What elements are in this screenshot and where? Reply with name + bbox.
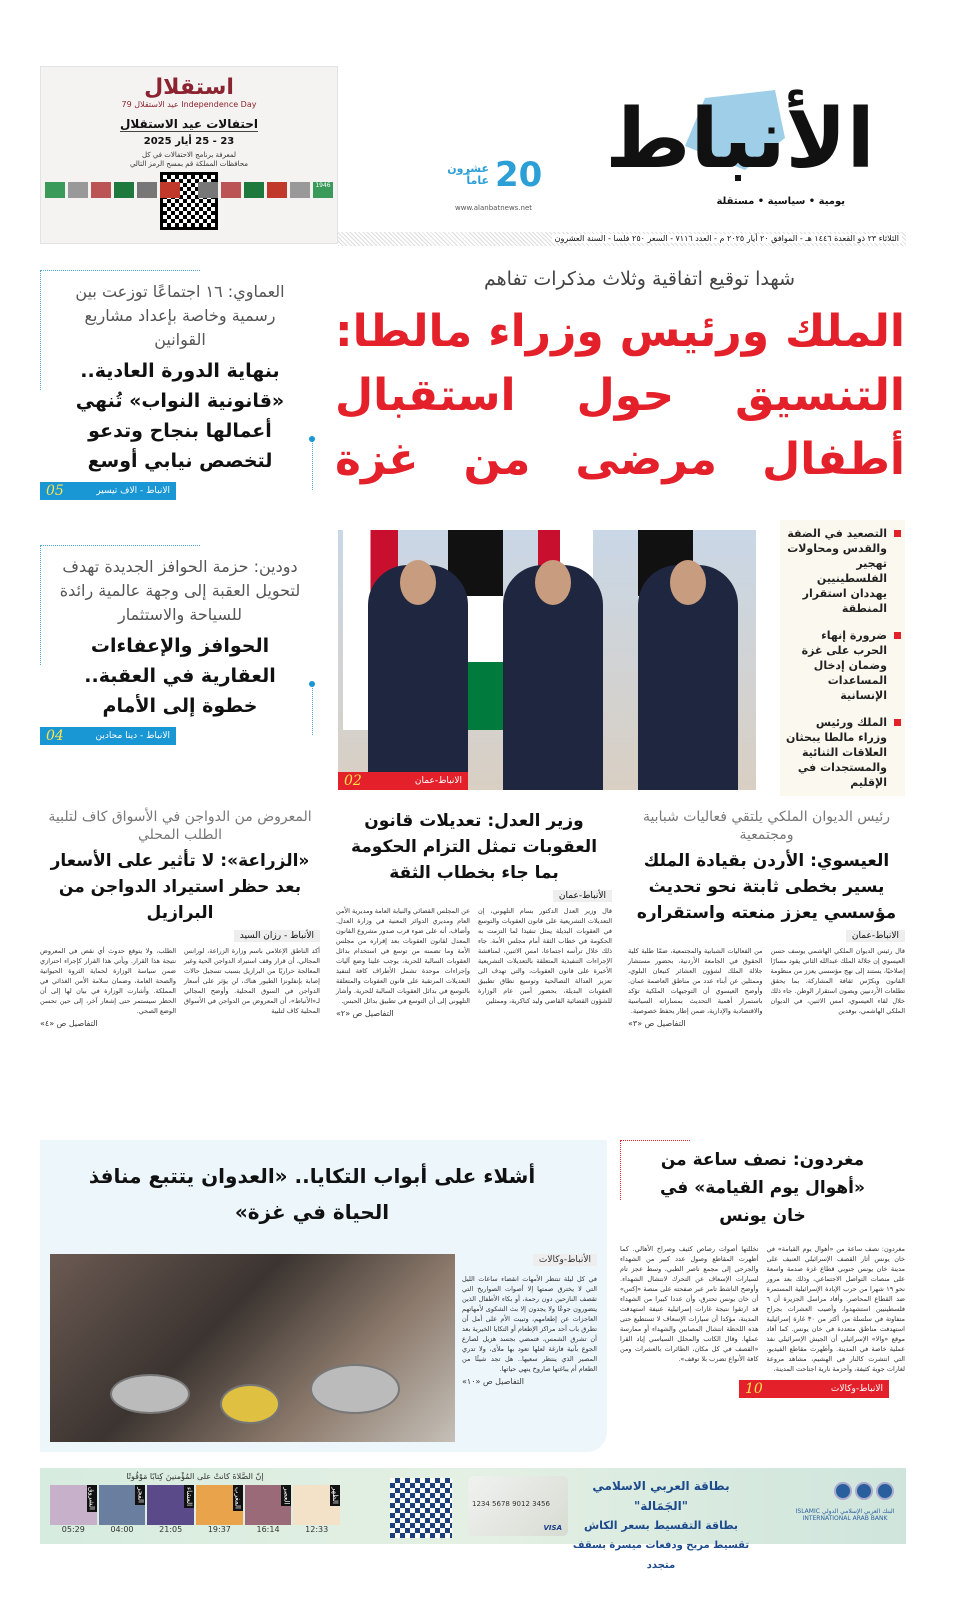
article-byline: الأنباط - رزان السيد [234,930,320,942]
lead-kicker: شهدا توقيع اتفاقية وثلاث مذكرات تفاهم [483,268,795,290]
gaza-story[interactable] [40,1140,607,1452]
bank-ad-text [566,1476,756,1576]
independence-day-ad[interactable] [40,66,338,244]
prayer-name: العصر [282,1487,291,1505]
lead-headline[interactable]: الملك ورئيس وزراء مالطا: التنسيق حول استقبال أطفال مرضى من غزة [335,306,905,485]
ad-dates: 23 - 25 أيار 2025 [143,136,235,147]
bank-line: بطاقة التقسيط بسعر الكاش [583,1519,739,1532]
bank-logo-icon [834,1482,894,1500]
credit-card-image [468,1476,568,1536]
side-story[interactable] [40,545,320,745]
side-story[interactable] [40,270,320,500]
prayer-name: المغرب [233,1487,242,1509]
prayer-time [245,1485,292,1534]
prayer-clock: 21:05 [159,1525,183,1534]
date-line: الثلاثاء ٢٣ ذو القعدة ١٤٤٦ هـ - الموافق ٢٠ أيار ٢٠٢٥ م - العدد ٧١١٦ - السعر ٢٥٠ فلسا - السنة العشرون [552,234,902,243]
prayer-name: الظهر [331,1487,340,1504]
article-title: «الزراعة»: لا تأثير على الأسعار بعد حظر استيراد الدواجن من البرازيل [50,851,310,923]
details-link[interactable]: التفاصيل ص «٢» [336,1009,394,1018]
lead-bullets [780,520,905,796]
ad-qr-text: لمعرفة برنامج الاحتفالات في كل محافظات المملكة قم بمسح الرمز التالي [129,151,249,168]
gaza-body: في كل ليلة تنتظر الأمهات انقضاء ساعات الليل التي لا يخترق صمتها إلا أصوات الصواريخ التي تقصف النازحين دون رحمة، أو بكاء الأطفال الذين يتضورون جوعًا ولا يجدون إلا بث الشكوى لأمهاتهم العاجزات عن إطعامهم، وتبيت الأم على أمل أن تطرق باب أحد مراكز الإطعام أو التكايا الخيرية بعد أن تشرق الشمس، فتمضي بجسد هزيل لصارع الجوع بآنية فارغة لعلها تعود بها ملأى، ولا تدري المصير الذي ينتظر سعيها.. هل تجد شيئًا من الطعام أم يباغتها صاروخ ينهي حياتها. [462,1275,597,1373]
khan-younis-story[interactable] [620,1140,905,1398]
logo-text: الأنباط [605,92,875,187]
article-text: قال رئيس الديوان الملكي الهاشمي يوسف حسن العيسوي إن جلالة الملك عبدالله الثاني يقود مسارًا إصلاحيًا، يستند إلى نهج مؤسسي يعزز من منظومة القانون ويكرّس ثقافة المشاركة، بما يحقق تطلعات الأردنيين ويصون استقرار الوطن. جاء ذلك خلال لقاء العيسوي، امس الاثنين، في الديوان الملكي الهاشمي، بوفدين [770,947,905,1015]
qr-code[interactable] [390,1478,452,1538]
article-text: قال وزير العدل الدكتور بسام التلهوني، إن التعديلات التشريعية على قانون العقوبات والتوسع في العقوبات البديلة يمثل تنفيذا لما التزمت به الحكومة في خطاب الثقة أمام مجلس الأمة. جاء ذلك خلال ترأسه اجتماعا، امس الاثنين، لمناقشة الإجراءات التنفيذية المتعلقة بالتعديلات التشريعية الأخيرة على قانون العقوبات، والتي تهدف الى تعزيز العدالة التصالحية وتوسيع نطاق تطبيق العقوبات البديلة، بحضور أمين عام الوزارة للشؤون القضائية القاضي وليد كناكرية، وممثلين [478,907,612,1005]
bank-line: بطاقة العربي الاسلامي "الجَمَالة" [592,1479,730,1513]
independence-logo-sub: Independence Day عيد الاستقلال 79 [121,100,257,109]
prayer-time [99,1485,146,1534]
prayer-clock: 05:29 [61,1525,85,1534]
prayer-clock: 12:33 [305,1525,329,1534]
bank-ad[interactable] [40,1468,906,1571]
stamps-right [198,182,333,198]
prayer-clock: 16:14 [256,1525,280,1534]
date-bar [338,232,906,246]
anniversary-text: عشرون عاماً [447,162,489,187]
article[interactable] [336,808,612,1018]
details-link[interactable]: التفاصيل ص «٤» [40,1019,98,1028]
article-text: الطلب، ولا يتوقع حدوث أي نقص في المعروض نتيجة هذا القرار. ويأتي هذا القرار كإجراء احترازي ضمن سياسة الوزارة لحماية الثروة الحيوانية والصحة العامة، وضمان سلامة الأمن الغذائي في المملكة. وأشارت الوزارة في بيان لها إلى أن الحظر سيستمر حتى إشعار آخر، إلى حين تحسن الوضع الصحي. [40,947,176,1015]
prayer-name: الشروق [87,1487,96,1510]
article-text: مغردون: نصف ساعة من «أهوال يوم القيامة» في خان يونس أثار القصف الإسرائيلي العنيف على مدينة خان يونس جنوبي قطاع غزة صدمة واسعة على منصات التواصل الاجتماعي، وذلك بعد مرور نحو ١٩ شهرا من حرب الإبادة الإسرائيلية المستمرة ضد القطاع المحاصر. وأفاد مراسل الجزيرة أن ٦ فلسطينيين استشهدوا، وأصيب العشرات بجراح متفاوتة في سلسلة من أكثر من ٣٠ غارة إسرائيلية استهدفت مناطق متعددة في خان يونس. كما أفاد موقع «والا» الإسرائيلي أن الجيش الإسرائيلي نفذ عملية خاصة في المدينة. وأظهرت مقاطع الفيديو، التي انتشرت كالنار في الهشيم، مشاهد مروعة لغارات جوية كثيفة، وأحزمة نارية اجتاحت المدينة، [766,1245,905,1373]
newspaper-logo[interactable] [575,90,905,200]
bullet-item: الملك ورئيس وزراء مالطا يبحثان العلاقات الثنائية والمستجدات في الإقليم [784,715,901,790]
ad-title: احتفالات عيد الاستقلال [119,117,259,131]
article-text: تخللتها أصوات رصاص كثيف وصراخ الأهالي. كما أظهرت المقاطع وصول عدد كبير من الشهداء والجرحى إلى مجمع ناصر الطبي، وسط عجز تام لسيارات الإسعاف عن التحرك لانتشال الشهداء. وأوضح الناشط تامر عبر صفحته على منصة «إكس» أن خان يونس تحترق، وأن عددا كبيرا من الشهداء قد ارتقوا نتيجة غارات إسرائيلية عنيفة استهدفت المدينة، مؤكدا أن سيارات الإسعاف لا تستطيع حتى هذه اللحظة انتشال المصابين والشهداء أو ممارسة عملها. وقال الكاتب والمحلل السياسي إياد القرا «القصف في كل مكان، الطائرات بالعشرات ومن كافة الأنواع تضرب بلا توقف». [620,1245,759,1363]
prayer-time [50,1485,97,1534]
article-text: عن المجلس القضائي والنيابة العامة ومديرية الأمن العام ومديري الدوائر المعنية في وزارة العدل. وأضاف، أنه على ضوء قرب صدور مشروع القانون المعدل لقانون العقوبات بعد إقراره من مجلس الأمة وما تضمنه من توسع في استخدام بدائل العقوبات السالبة للحرية، يوجب علينا وضع آليات وإجراءات موحدة تشمل الأطراف كافة لتنفيذ التعديلات المرتقبة على قانون العقوبات والمتعلقة بالتوسع في بدائل العقوبات السالبة للحرية. وأشار التلهوني إلى أن التوسع في تطبيق بدائل الحبس. [336,907,470,1005]
independence-logo: استقلال [144,75,234,100]
bullet-item: التصعيد في الضفة والقدس ومحاولات تهجير الفلسطينيين يهددان استقرار المنطقة [784,526,901,616]
side-story-sub: دودين: حزمة الحوافز الجديدة تهدف لتحويل العقبة إلى وجهة عالمية رائدة للسياحة والاستثمار [59,557,301,624]
article-sub: المعروض من الدواجن في الأسواق كاف لتلبية الطلب المحلي [48,809,312,843]
prayer-time [196,1485,243,1534]
card-brand: VISA [543,1524,562,1532]
side-story-credit: الانباط - دينا محادين 04 [40,727,176,745]
gaza-byline: الأنباط-وكالات [533,1254,597,1266]
article[interactable] [40,808,320,1028]
article-byline: الأنباط-عمان [553,890,612,902]
anniversary-badge [447,155,543,195]
card-number: 1234 5678 9012 3456 [472,1500,550,1508]
gaza-photo [50,1254,455,1442]
prayer-times [50,1472,340,1534]
stamps-left [45,182,180,198]
prayer-name: الفجر [136,1487,145,1503]
article-title: وزير العدل: تعديلات قانون العقوبات تمثل التزام الحكومة بما جاء بخطاب الثقة [350,811,598,883]
details-link[interactable]: التفاصيل ص «١٠» [462,1377,524,1386]
article-text: من الفعاليات الشبابية والمجتمعية، ضمّا طلبة كلية الحقوق في الجامعة الأردنية، بحضور مستشار جلالة الملك لشؤون العشائر كنيعان البلوي، وممثلين عن أبناء عدد من مناطق العاصمة عمان. وأوضح العيسوي أن التوجيهات الملكية تؤكد باستمرار أهمية التحديث بمساراته السياسية والاقتصادية والإدارية، ضمن إطار يحفظ خصوصية. [628,947,763,1015]
prayer-time [293,1485,340,1534]
article[interactable] [628,808,905,1028]
prayer-clock: 19:37 [207,1525,231,1534]
qr-code[interactable] [160,172,218,230]
khan-title: مغردون: نصف ساعة من «أهوال يوم القيامة» في خان يونس [659,1150,865,1226]
stamp-year: 1946 [313,182,333,198]
article-text: أكد الناطق الإعلامي باسم وزارة الزراعة، لورانس المجالي، أن قرار وقف استيراد الدواجن الحية وغير المعالجة حراريًا من البرازيل بسبب تسجيل حالات إصابة بإنفلونزا الطيور هناك، لن يؤثر على أسعار الدواجن في السوق المحلية. وأوضح المجالي لـ«الأنباط»، أن المعروض من الدواجن في الأسواق المحلية كاف لتلبية [184,947,320,1015]
side-story-credit: الانباط - الاف تيسير 05 [40,482,176,500]
prayer-time [147,1485,194,1534]
article-sub: رئيس الديوان الملكي يلتقي فعاليات شبابية ومجتمعية [642,809,891,843]
gaza-text-block [462,1250,597,1387]
article-byline: الانباط-عمان [846,930,905,942]
prayer-name: العشاء [185,1487,194,1507]
prayer-clock: 04:00 [110,1525,134,1534]
lead-photo [338,530,756,790]
side-story-title: الحوافز والإعفاءات العقارية في العقبة.. خطوة إلى الأمام [84,635,276,717]
photo-credit: الانباط-عمان 02 [338,772,468,790]
side-story-sub: العماوي: ١٦ اجتماعًا توزعت بين رسمية وخاصة بإعداد مشاريع القوانين [75,282,285,349]
side-story-title: بنهاية الدورة العادية.. «قانونية النواب» تُنهي أعمالها بنجاح وتدعو لتخصص نيابي أوسع [75,360,285,472]
verse: إنّ الصَّلاةَ كانتْ على المُؤْمنينَ كِتابًا مَوْقُوتًا [126,1472,264,1481]
bullet-item: ضرورة إنهاء الحرب على غزة وضمان إدخال المساعدات الإنسانية [784,628,901,703]
anniversary-number: 20 [495,155,543,195]
bank-name: البنك العربي الإسلامي الدولي ISLAMIC INTERNATIONAL ARAB BANK [795,1508,895,1522]
details-link[interactable]: التفاصيل ص «٣» [628,1019,686,1028]
tagline: يومية • سياسية • مستقلة [716,196,845,207]
gaza-title: أشلاء على أبواب التكايا.. «العدوان يتتبع منافذ الحياة في غزة» [88,1164,536,1224]
khan-credit: الانباط-وكالات 10 [739,1380,889,1398]
website[interactable]: www.alanbatnews.net [455,204,533,212]
bank-line: تقسيط مريح ودفعات ميسرة بسقف متجدد [572,1540,750,1571]
article-title: العيسوي: الأردن بقيادة الملك يسير بخطى ثابتة نحو تحديث مؤسسي يعزز منعته واستقراره [636,851,897,923]
